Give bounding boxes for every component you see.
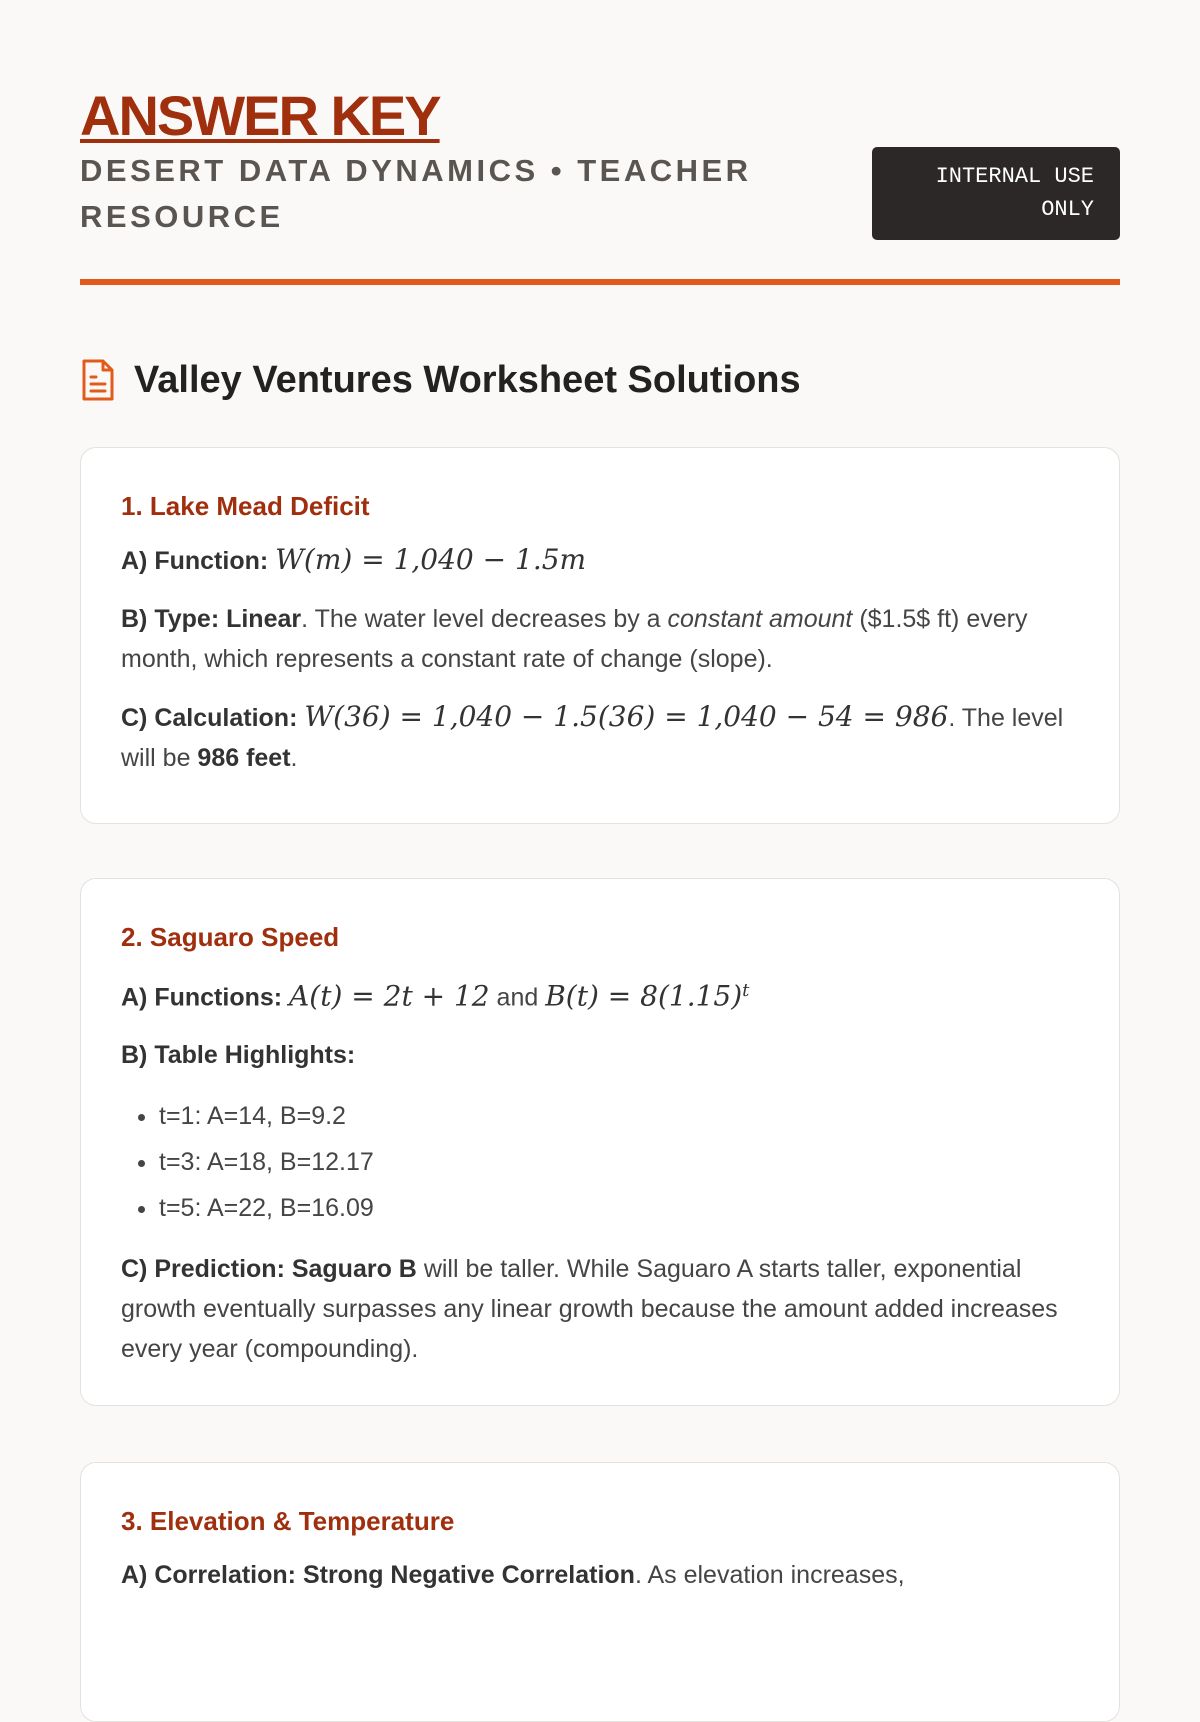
problem-card-2 (80, 878, 1120, 1406)
math-expression: W(m) = 1,040 − 1.5m (275, 543, 587, 576)
math-expression: B(t) = 8(1.15) (545, 979, 743, 1013)
part-a (121, 540, 1079, 581)
part-label: B) Type: Linear (121, 605, 302, 633)
internal-use-badge: INTERNAL USE ONLY (872, 147, 1120, 240)
answer-text: . (290, 744, 298, 772)
list-item: • t=5: A=22, B=16.09 (159, 1185, 1079, 1231)
list-item: • t=3: A=18, B=12.17 (159, 1139, 1079, 1185)
part-a (121, 1555, 1079, 1595)
answer-key-page (80, 0, 1120, 1589)
answer-text: . As elevation increases, (634, 1561, 905, 1589)
header-divider (80, 279, 1120, 285)
section-heading (80, 352, 801, 408)
part-c (121, 697, 1079, 778)
answer-text: . The level will be (121, 704, 1064, 772)
part-label: A) Correlation: Strong Negative Correlation (121, 1561, 635, 1589)
math-exponent: t (742, 980, 750, 1001)
table-highlights-list (121, 1093, 1079, 1231)
part-b (121, 1035, 1079, 1075)
page-title: ANSWER KEY (80, 84, 440, 147)
problem-title: 1. Lake Mead Deficit (121, 491, 370, 521)
problem-title: 2. Saguaro Speed (121, 922, 340, 952)
part-label: C) Calculation: (121, 704, 298, 732)
problem-card-3 (80, 1462, 1120, 1722)
part-label: A) Functions: (121, 983, 283, 1012)
answer-text: ($1.5$ ft) every month, which represents a constant rate of change (slope). (121, 605, 1028, 673)
part-label: A) Function: (121, 547, 269, 575)
answer-value: 986 feet (197, 744, 291, 772)
part-label: B) Table Highlights: (121, 1041, 356, 1070)
part-b (121, 599, 1079, 679)
math-expression: A(t) = 2t + 12 (289, 979, 490, 1013)
problem-title: 3. Elevation & Temperature (121, 1506, 455, 1536)
section-title: Valley Ventures Worksheet Solutions (134, 358, 801, 401)
emphasis-text: constant amount (667, 605, 853, 633)
page-header (80, 0, 1120, 288)
problem-card-1 (80, 447, 1120, 824)
answer-text: and (489, 983, 546, 1012)
list-item: • t=1: A=14, B=9.2 (159, 1093, 1079, 1139)
part-a (121, 971, 1079, 1017)
document-icon (80, 358, 116, 402)
answer-text: . The water level decreases by a (301, 605, 668, 633)
part-c (121, 1249, 1079, 1369)
answer-text: will be taller. While Saguaro A starts taller, exponential growth eventually surpasses any linear growth because the amount added increases every year (compounding). (121, 1255, 1058, 1364)
part-label: C) Prediction: Saguaro B (121, 1255, 417, 1284)
page-subtitle: DESERT DATA DYNAMICS • TEACHER RESOURCE (80, 153, 752, 234)
math-expression: W(36) = 1,040 − 1.5(36) = 1,040 − 54 = 986 (304, 700, 949, 733)
